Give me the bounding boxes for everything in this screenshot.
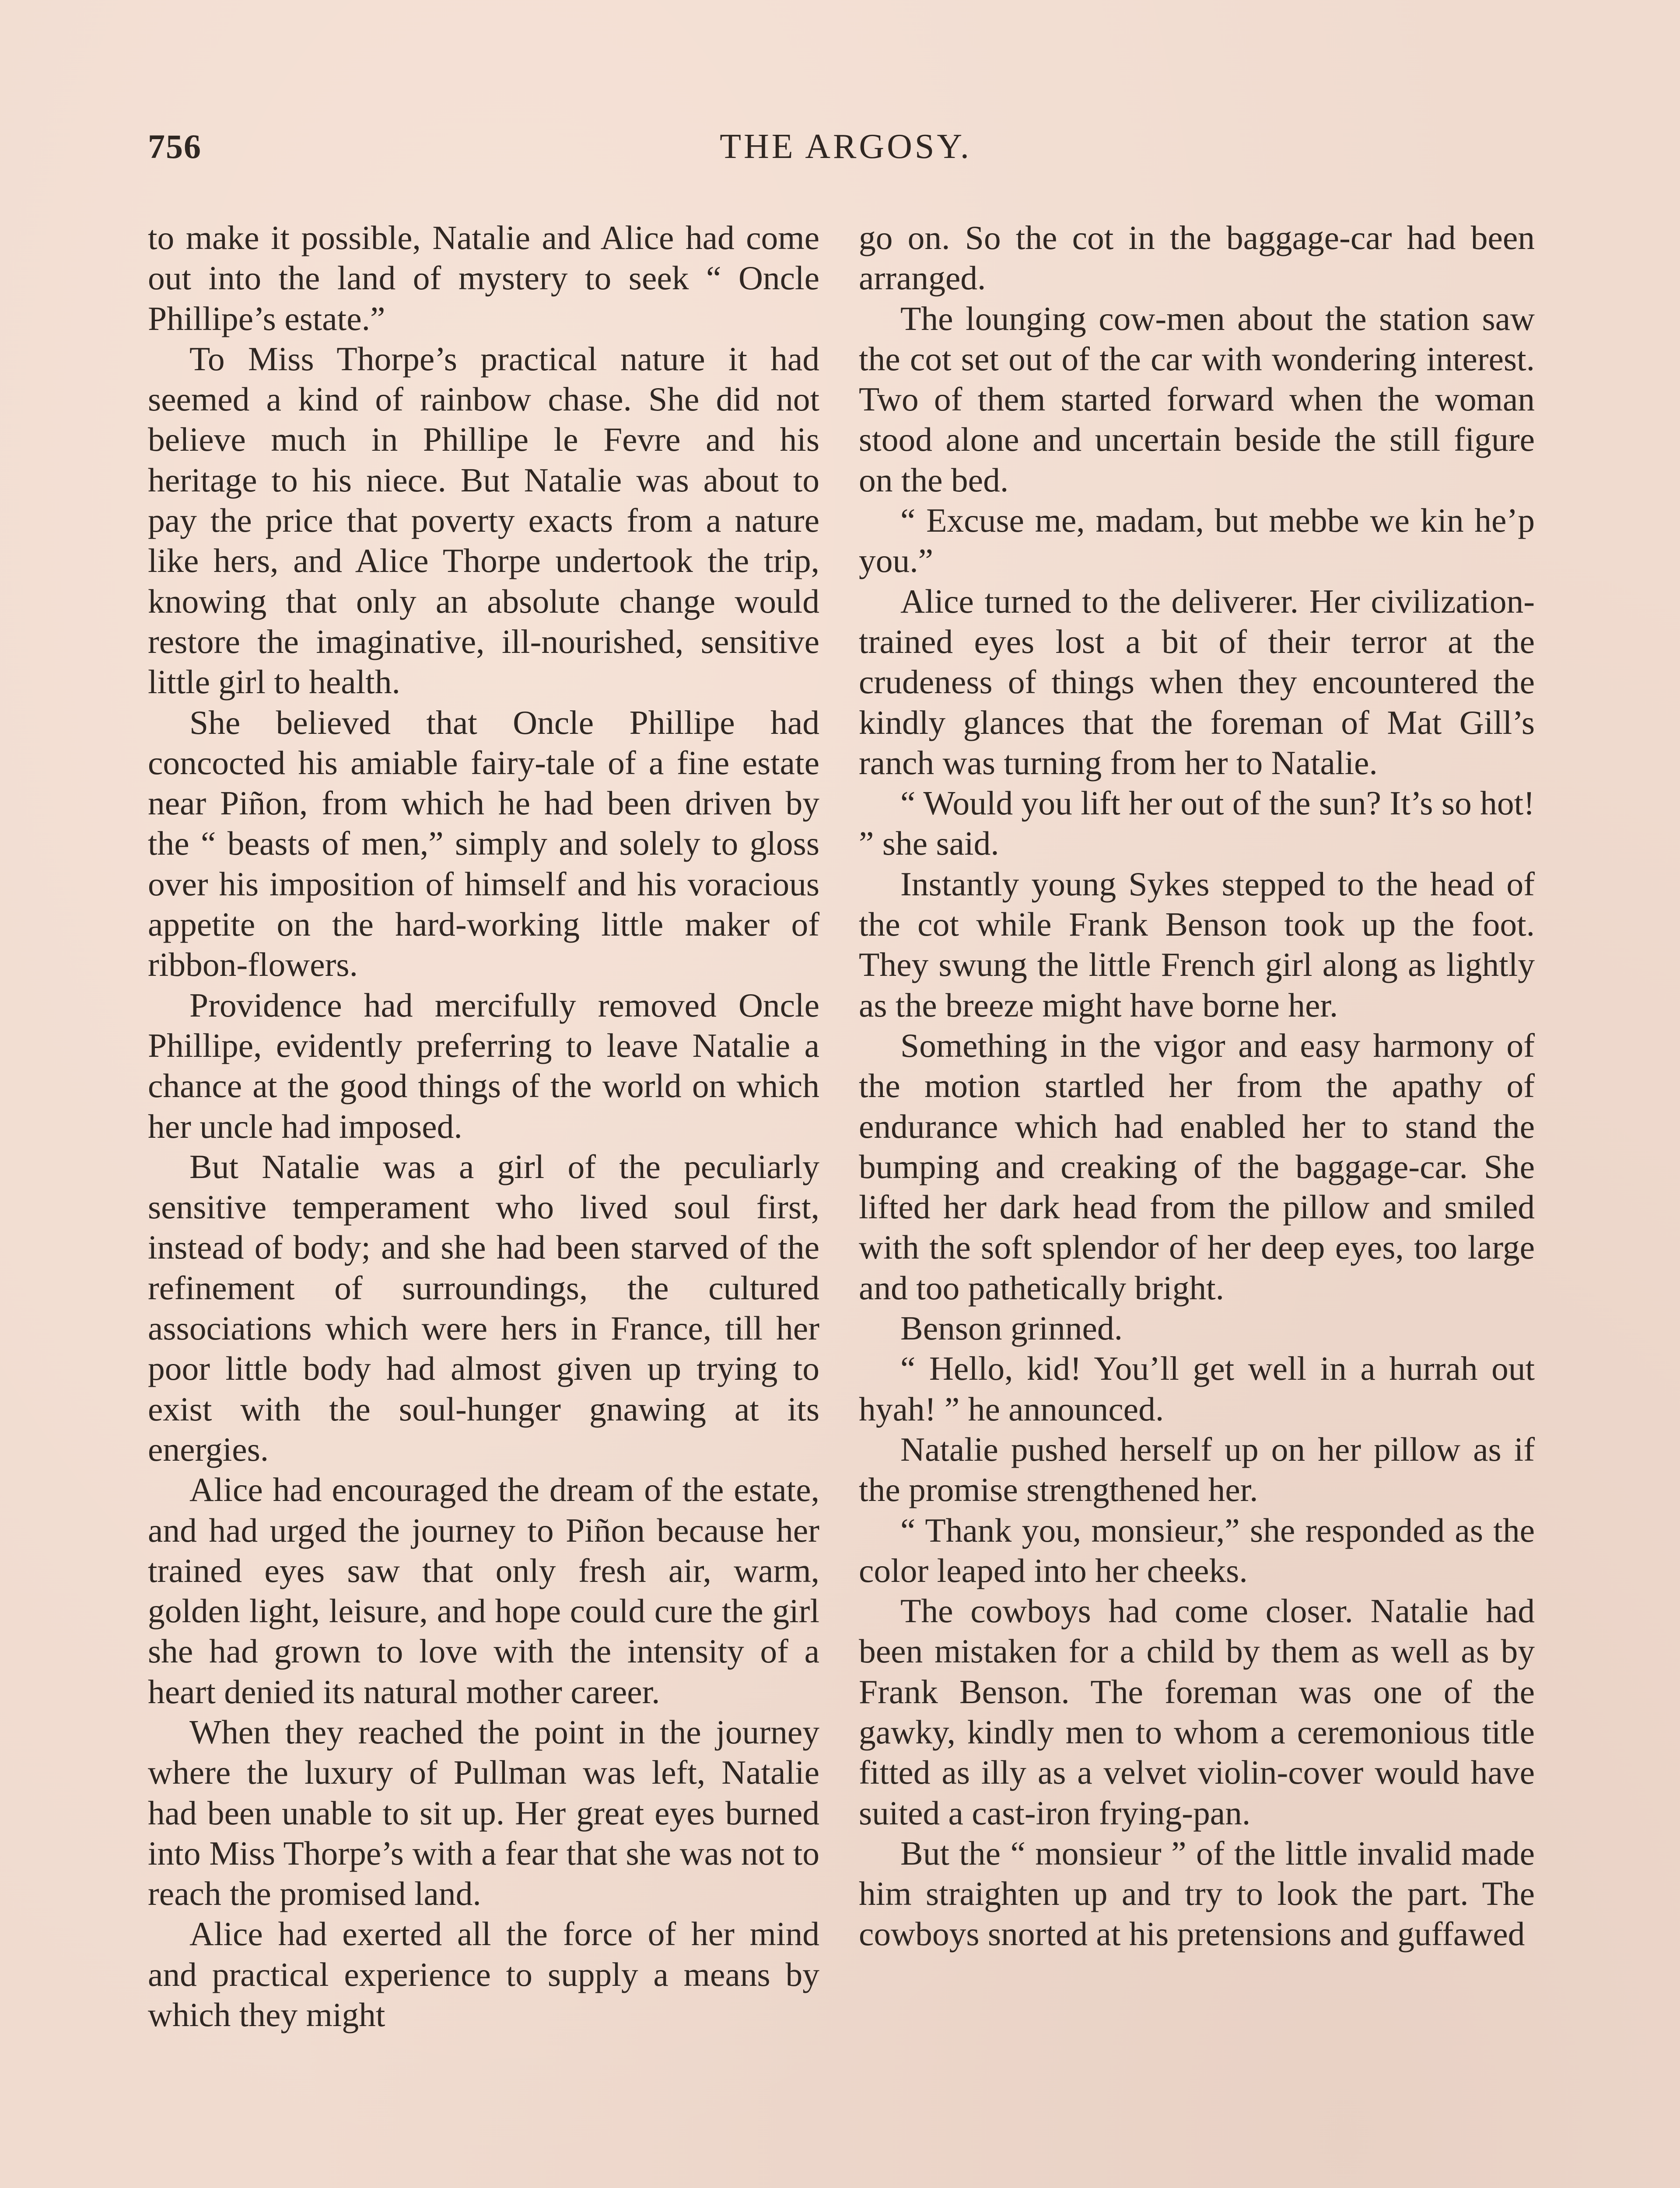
paragraph: To Miss Thorpe’s practical nature it had seemed a kind of rainbow chase. She did not believe much in Phillipe le Fevre and his heritage to his niece. But Natalie was about to pay the price that poverty exacts from a nature like hers, and Alice Thorpe undertook the trip, knowing that only an absolute change would restore the imaginative, ill-nourished, sensitive little girl to health. [148, 340, 819, 701]
paragraph: She believed that Oncle Phillipe had concocted his amiable fairy-tale of a fine estate near Piñon, from which he had been driven by the “ beasts of men,” simply and solely to gloss over his imposition of himself and his voracious appetite on the hard-working little maker of ribbon-flowers. [148, 703, 819, 984]
paragraph: Natalie pushed herself up on her pillow as if the promise strengthened her. [859, 1430, 1535, 1509]
paragraph: to make it possible, Natalie and Alice had come out into the land of mystery to seek “ Oncle Phillipe’s estate.” [148, 219, 819, 337]
paragraph: But Natalie was a girl of the peculiarly sensitive temperament who lived soul first, instead of body; and she had been starved of the refinement of surroundings, the cultured associations which were hers in France, till her poor little body had almost given up trying to exist with the soul-hunger gnawing at its energies. [148, 1147, 819, 1468]
paragraph: The cowboys had come closer. Natalie had been mistaken for a child by them as well as by Frank Benson. The foreman was one of the gawky, kindly men to whom a ceremonious title fitted as illy as a velvet violin-cover would have suited a cast-iron frying-pan. [859, 1592, 1535, 1832]
paragraph: Something in the vigor and easy harmony of the motion startled her from the apathy of endurance which had enabled her to stand the bumping and creaking of the baggage-car. She lifted her dark head from the pillow and smiled with the soft splendor of her deep eyes, too large and too pathetically bright. [859, 1026, 1535, 1307]
paragraph: “ Excuse me, madam, but mebbe we kin he’p you.” [859, 501, 1535, 580]
running-head: THE ARGOSY. [720, 127, 972, 166]
paragraph: Providence had mercifully removed Oncle Phillipe, evidently preferring to leave Natalie a chance at the good things of the world on which her uncle had imposed. [148, 986, 819, 1145]
paragraph: “ Thank you, monsieur,” she responded as the color leaped into her cheeks. [859, 1511, 1535, 1589]
page-header [148, 127, 1544, 179]
paragraph: Instantly young Sykes stepped to the head of the cot while Frank Benson took up the foot. They swung the little French girl along as lightly as the breeze might have borne her. [859, 865, 1535, 1024]
paragraph: When they reached the point in the journey where the luxury of Pullman was left, Natalie had been unable to sit up. Her great eyes burned into Miss Thorpe’s with a fear that she was not to reach the promised land. [148, 1713, 819, 1913]
paragraph: Alice had exerted all the force of her mind and practical experience to supply a means by which they might [148, 1915, 819, 2034]
left-column [148, 217, 819, 2035]
paragraph: “ Would you lift her out of the sun? It’s so hot! ” she said. [859, 784, 1535, 863]
paragraph: go on. So the cot in the baggage-car had been arranged. [859, 219, 1535, 297]
paragraph: But the “ monsieur ” of the little invalid made him straighten up and try to look the part. The cowboys snorted at his pretensions and guffawed [859, 1834, 1535, 1953]
page-number: 756 [148, 127, 202, 165]
right-column [859, 217, 1535, 1954]
paragraph: Alice had encouraged the dream of the estate, and had urged the journey to Piñon because her trained eyes saw that only fresh air, warm, golden light, leisure, and hope could cure the girl she had grown to love with the intensity of a heart denied its natural mother career. [148, 1471, 819, 1711]
paragraph: “ Hello, kid! You’ll get well in a hurrah out hyah! ” he announced. [859, 1350, 1535, 1428]
paragraph: Alice turned to the deliverer. Her civilization-trained eyes lost a bit of their terror at the crudeness of things when they encountered the kindly glances that the foreman of Mat Gill’s ranch was turning from her to Natalie. [859, 582, 1535, 782]
paragraph: Benson grinned. [900, 1309, 1123, 1347]
paragraph: The lounging cow-men about the station saw the cot set out of the car with wondering interest. Two of them started forward when the woman stood alone and uncertain beside the still figure on the bed. [859, 299, 1535, 499]
